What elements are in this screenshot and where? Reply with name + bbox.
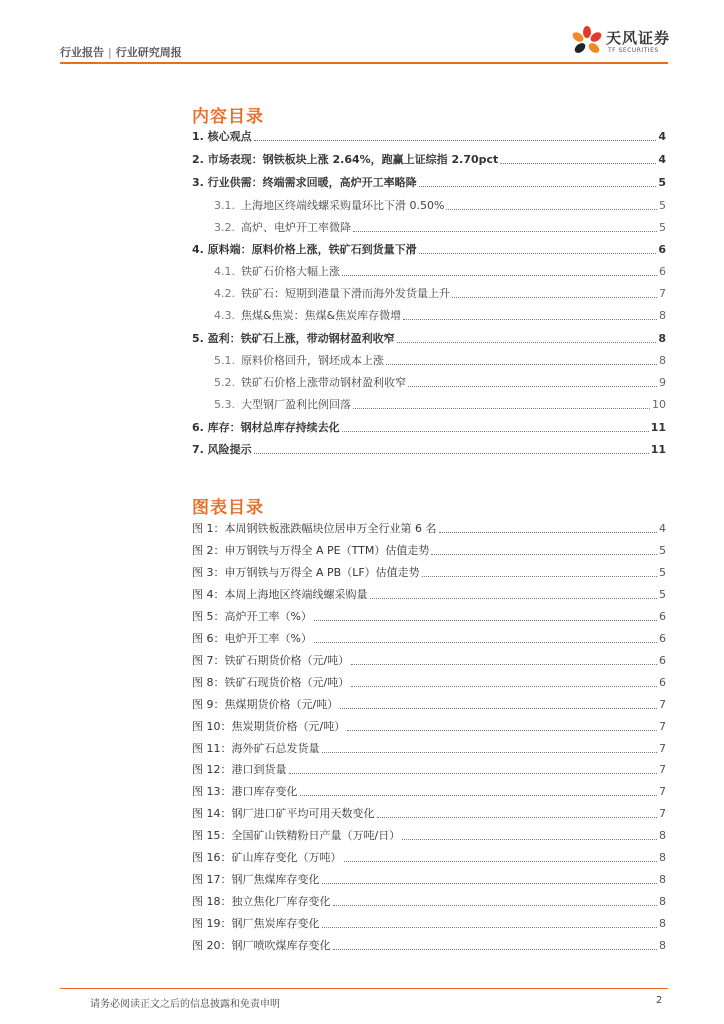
- section-title-text: 3. 行业供需：终端需求回暖，高炉开工率略降: [192, 176, 417, 189]
- figure-title: 图 19：钢厂焦炭库存变化: [192, 917, 320, 930]
- section-title-text: 7. 风险提示: [192, 443, 252, 456]
- dot-leader: [322, 883, 658, 884]
- subsection-number: 4.3.: [214, 309, 235, 322]
- entry-label: [214, 309, 401, 323]
- page-ref: 8: [659, 309, 666, 322]
- toc-section-entry[interactable]: [192, 151, 666, 167]
- page-ref: 8: [659, 829, 666, 842]
- dot-leader: [340, 708, 657, 709]
- toc-subsection-entry[interactable]: [192, 285, 666, 301]
- page-ref: 5: [659, 221, 666, 234]
- dot-leader: [500, 163, 656, 164]
- figure-title: 图 14：钢厂进口矿平均可用天数变化: [192, 807, 375, 820]
- entry-label: [214, 199, 444, 213]
- figure-entry[interactable]: [192, 696, 666, 712]
- toc-subsection-entry[interactable]: [192, 263, 666, 279]
- page-ref: 8: [659, 895, 666, 908]
- figure-entry[interactable]: [192, 630, 666, 646]
- figure-title: 图 16：矿山库存变化（万吨）: [192, 851, 342, 864]
- section-title-text: 1. 核心观点: [192, 130, 252, 143]
- figure-entry[interactable]: [192, 740, 666, 756]
- figure-title: 图 17：钢厂焦煤库存变化: [192, 873, 320, 886]
- toc-subsection-entry[interactable]: [192, 396, 666, 412]
- figure-entry[interactable]: [192, 915, 666, 931]
- toc-subsection-entry[interactable]: [192, 307, 666, 323]
- page-ref: 5: [659, 588, 666, 601]
- figure-title: 图 15：全国矿山铁精粉日产量（万吨/日）: [192, 829, 401, 842]
- figure-entry[interactable]: [192, 674, 666, 690]
- dot-leader: [333, 905, 658, 906]
- dot-leader: [403, 319, 657, 320]
- dot-leader: [353, 231, 657, 232]
- page-ref: 6: [659, 610, 666, 623]
- entry-label: [214, 221, 351, 235]
- toc-section-entry[interactable]: [192, 174, 666, 190]
- dot-leader: [397, 342, 657, 343]
- dot-leader: [322, 752, 658, 753]
- page-ref: 7: [659, 720, 666, 733]
- page-ref: 8: [659, 354, 666, 367]
- figure-entry[interactable]: [192, 937, 666, 953]
- subsection-title: 铁矿石价格上涨带动钢材盈利收窄: [241, 376, 406, 389]
- figure-entry[interactable]: [192, 564, 666, 580]
- entry-label: [214, 398, 351, 412]
- toc-section-entry[interactable]: [192, 330, 666, 346]
- page-number: 2: [656, 995, 663, 1006]
- page-ref: 8: [659, 851, 666, 864]
- dot-leader: [300, 795, 658, 796]
- dot-leader: [289, 773, 658, 774]
- page-ref: 6: [659, 654, 666, 667]
- dot-leader: [431, 554, 657, 555]
- figure-title: 图 18：独立焦化厂库存变化: [192, 895, 331, 908]
- entry-label: [214, 354, 384, 368]
- page-ref: 8: [659, 873, 666, 886]
- page-ref: 5: [659, 199, 666, 212]
- toc-subsection-entry[interactable]: [192, 374, 666, 390]
- page-ref: 11: [650, 421, 666, 434]
- dot-leader: [347, 730, 657, 731]
- subsection-number: 3.1.: [214, 199, 235, 212]
- toc-subsection-entry[interactable]: [192, 219, 666, 235]
- figures-title: 图表目录: [192, 498, 264, 518]
- dot-leader: [254, 140, 657, 141]
- entry-label: [214, 265, 340, 279]
- page-ref: 7: [659, 287, 666, 300]
- figure-title: 图 5：高炉开工率（%）: [192, 610, 312, 623]
- logo-chinese-name: 天风证券: [606, 29, 671, 47]
- header-separator: |: [108, 46, 112, 59]
- dot-leader: [408, 386, 657, 387]
- figure-title: 图 6：电炉开工率（%）: [192, 632, 312, 645]
- page-ref: 4: [658, 130, 666, 143]
- page-ref: 5: [659, 544, 666, 557]
- figure-entry[interactable]: [192, 608, 666, 624]
- section-title-text: 5. 盈利：铁矿石上涨，带动钢材盈利收窄: [192, 332, 395, 345]
- subsection-title: 原料价格回升，钢坯成本上涨: [241, 354, 384, 367]
- tf-securities-logo: [570, 22, 680, 62]
- dot-leader: [402, 839, 657, 840]
- subsection-number: 3.2.: [214, 221, 235, 234]
- subsection-title: 上海地区终端线螺采购量环比下滑 0.50%: [241, 199, 445, 212]
- page-ref: 11: [650, 443, 666, 456]
- dot-leader: [419, 186, 657, 187]
- header-divider: [60, 62, 668, 64]
- dot-leader: [344, 861, 658, 862]
- entry-label: [214, 287, 450, 301]
- dot-leader: [439, 532, 658, 533]
- figure-title: 图 4：本周上海地区终端线螺采购量: [192, 588, 368, 601]
- dot-leader: [314, 620, 657, 621]
- page-ref: 5: [658, 176, 666, 189]
- page-ref: 7: [659, 763, 666, 776]
- page-ref: 9: [659, 376, 666, 389]
- page-ref: 7: [659, 742, 666, 755]
- toc-section-entry[interactable]: [192, 128, 666, 144]
- toc-section-entry[interactable]: [192, 419, 666, 435]
- figure-title: 图 13：港口库存变化: [192, 785, 298, 798]
- figure-entry[interactable]: [192, 783, 666, 799]
- dot-leader: [322, 927, 658, 928]
- subsection-title: 铁矿石：短期到港量下滑而海外发货量上升: [241, 287, 450, 300]
- page-ref: 4: [659, 522, 666, 535]
- page-ref: 6: [659, 265, 666, 278]
- subsection-number: 5.1.: [214, 354, 235, 367]
- figure-entry[interactable]: [192, 893, 666, 909]
- section-title-text: 2. 市场表现：钢铁板块上涨 2.64%，跑赢上证综指 2.70pct: [192, 153, 499, 166]
- figure-title: 图 2：申万钢铁与万得全 A PE（TTM）估值走势: [192, 544, 430, 557]
- page-ref: 8: [659, 917, 666, 930]
- subsection-number: 4.2.: [214, 287, 235, 300]
- figure-entry[interactable]: [192, 871, 666, 887]
- subsection-title: 高炉、电炉开工率微降: [241, 221, 351, 234]
- report-type-header: [60, 44, 182, 60]
- footer-divider: [60, 988, 668, 989]
- figure-title: 图 20：钢厂喷吹煤库存变化: [192, 939, 331, 952]
- figure-title: 图 1：本周钢铁板涨跌幅块位居申万全行业第 6 名: [192, 522, 437, 535]
- figure-title: 图 7：铁矿石期货价格（元/吨）: [192, 654, 350, 667]
- dot-leader: [314, 642, 657, 643]
- figure-title: 图 8：铁矿石现货价格（元/吨）: [192, 676, 350, 689]
- page-ref: 7: [659, 807, 666, 820]
- page-ref: 8: [658, 332, 666, 345]
- subsection-title: 焦煤&焦炭：焦煤&焦炭库存微增: [241, 309, 402, 322]
- page-ref: 10: [652, 398, 666, 411]
- page-ref: 6: [659, 676, 666, 689]
- figure-entry[interactable]: [192, 849, 666, 865]
- dot-leader: [419, 253, 657, 254]
- figure-entry[interactable]: [192, 761, 666, 777]
- figure-entry[interactable]: [192, 827, 666, 843]
- page-ref: 4: [658, 153, 666, 166]
- page-ref: 6: [659, 632, 666, 645]
- dot-leader: [342, 275, 657, 276]
- dot-leader: [254, 453, 649, 454]
- toc-subsection-entry[interactable]: [192, 197, 666, 213]
- figure-title: 图 10：焦炭期货价格（元/吨）: [192, 720, 346, 733]
- dot-leader: [333, 949, 658, 950]
- page-ref: 7: [659, 785, 666, 798]
- dot-leader: [422, 576, 657, 577]
- toc-subsection-entry[interactable]: [192, 352, 666, 368]
- figure-title: 图 9：焦煤期货价格（元/吨）: [192, 698, 339, 711]
- dot-leader: [452, 297, 657, 298]
- dot-leader: [353, 408, 650, 409]
- page-ref: 7: [659, 698, 666, 711]
- dot-leader: [351, 664, 657, 665]
- figure-entry[interactable]: [192, 586, 666, 602]
- section-title-text: 6. 库存：钢材总库存持续去化: [192, 421, 340, 434]
- page-ref: 5: [659, 566, 666, 579]
- figure-entry[interactable]: [192, 718, 666, 734]
- dot-leader: [351, 686, 657, 687]
- dot-leader: [342, 431, 649, 432]
- section-title-text: 4. 原料端：原料价格上涨，铁矿石到货量下滑: [192, 243, 417, 256]
- entry-label: [214, 376, 406, 390]
- flower-logo-icon: [570, 25, 604, 59]
- subsection-title: 大型钢厂盈利比例回落: [241, 398, 351, 411]
- dot-leader: [377, 817, 658, 818]
- figure-entry[interactable]: [192, 542, 666, 558]
- figure-title: 图 3：申万钢铁与万得全 A PB（LF）估值走势: [192, 566, 420, 579]
- figure-entry[interactable]: [192, 652, 666, 668]
- dot-leader: [446, 209, 657, 210]
- subsection-number: 4.1.: [214, 265, 235, 278]
- report-category: 行业报告: [60, 46, 104, 59]
- toc-section-entry[interactable]: [192, 441, 666, 457]
- page-ref: 6: [658, 243, 666, 256]
- toc-section-entry[interactable]: [192, 241, 666, 257]
- page-ref: 8: [659, 939, 666, 952]
- figure-entry[interactable]: [192, 805, 666, 821]
- figure-title: 图 11：海外矿石总发货量: [192, 742, 320, 755]
- figure-entry[interactable]: [192, 520, 666, 536]
- subsection-number: 5.2.: [214, 376, 235, 389]
- figure-title: 图 12：港口到货量: [192, 763, 287, 776]
- logo-english-name: TF SECURITIES: [608, 47, 659, 54]
- report-subcategory: 行业研究周报: [115, 46, 182, 59]
- dot-leader: [386, 364, 657, 365]
- contents-title: 内容目录: [192, 107, 264, 127]
- dot-leader: [370, 598, 658, 599]
- subsection-title: 铁矿石价格大幅上涨: [241, 265, 340, 278]
- disclaimer-text: 请务必阅读正文之后的信息披露和免责申明: [90, 999, 280, 1010]
- subsection-number: 5.3.: [214, 398, 235, 411]
